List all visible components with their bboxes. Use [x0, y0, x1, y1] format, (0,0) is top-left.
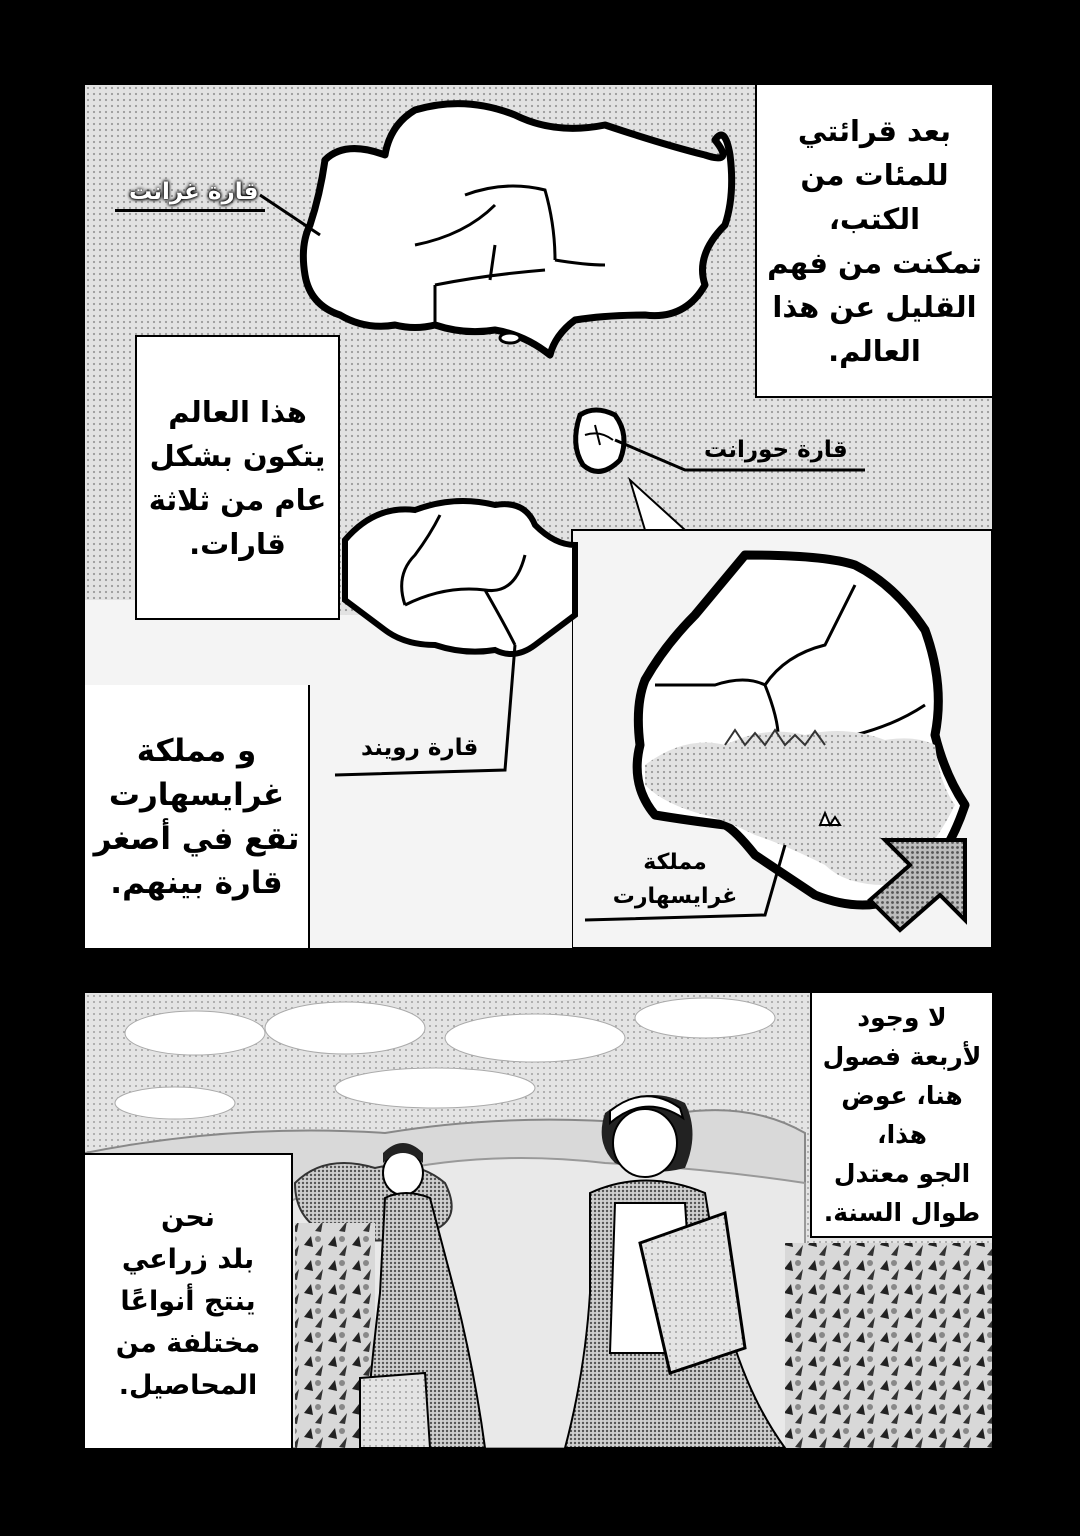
farm-panel	[85, 993, 992, 1448]
caption-read-books: بعد قرائتي للمئات من الكتب، تمكنت من فهم القليل عن هذا العالم.	[755, 85, 992, 398]
caption-kingdom-location: و مملكة غرايسهارت تقع في أصغر قارة بينهم.	[85, 685, 310, 948]
caption-seasons: لا وجود لأربعة فصول هنا، عوض هذا، الجو معتدل طوال السنة.	[810, 993, 992, 1238]
caption-agriculture: نحن بلد زراعي ينتج أنواعًا مختلفة من المحاصيل.	[85, 1153, 293, 1448]
label-grant-continent: قارة غرانت	[129, 179, 259, 205]
label-dorant-continent: قارة حورانت	[704, 437, 848, 463]
caption-three-continents: هذا العالم يتكون بشكل عام من ثلاثة قارات.	[135, 335, 340, 620]
label-rowind-continent: قارة رويند	[361, 735, 479, 761]
label-kingdom: مملكة غرايسهارت	[612, 850, 738, 909]
map-panel	[85, 85, 992, 948]
